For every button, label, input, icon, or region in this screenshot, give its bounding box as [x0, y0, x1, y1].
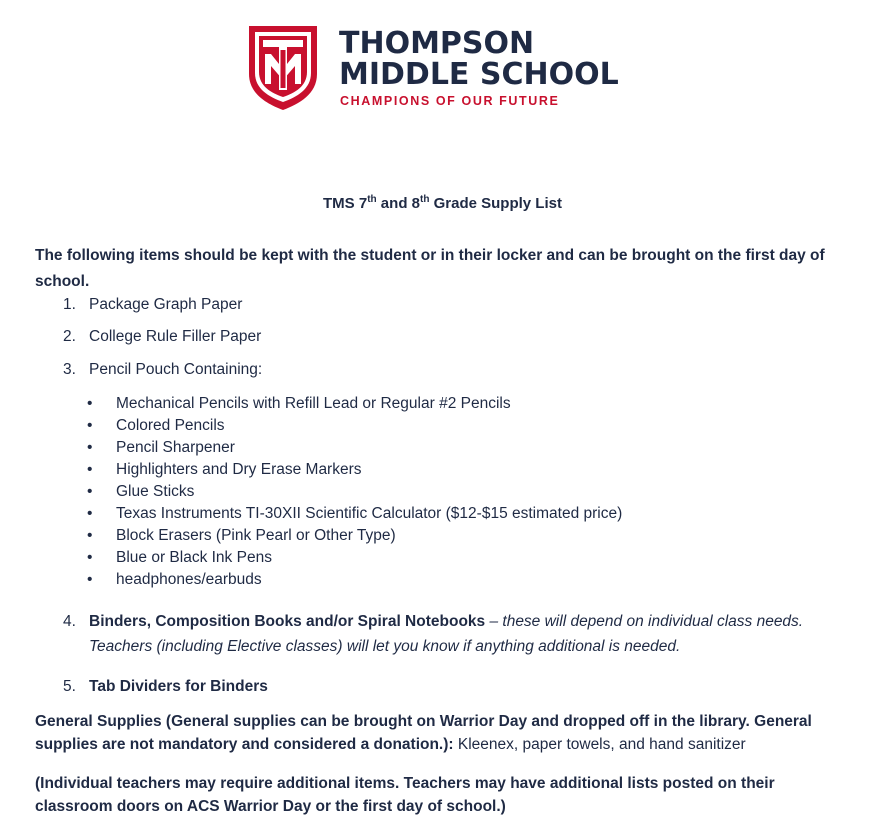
closing-note: (Individual teachers may require additional items. Teachers may have additional lists posted on their classroom doors on ACS Warrior Day or the first day of school.)	[35, 775, 775, 815]
intro-paragraph: The following items should be kept with the student or in their locker and can be brought on the first day of school.	[35, 247, 825, 290]
list-item: 1. Package Graph Paper	[63, 296, 243, 313]
general-supplies-paragraph: General Supplies (General supplies can be brought on Warrior Day and dropped off in the library. General supplies are not mandatory and considered a donation.): Kleenex, paper towels, and hand sanitizer	[35, 713, 812, 753]
bullet-icon: •	[87, 417, 93, 434]
list-item: 4. Binders, Composition Books and/or Spiral Notebooks – these will depend on individual class needs. Teachers (including Elective classes) will let you know if anything additional is needed.	[63, 613, 804, 655]
list-item: • headphones/earbuds	[87, 569, 622, 591]
list-item: • Mechanical Pencils with Refill Lead or Regular #2 Pencils	[87, 393, 622, 415]
bullet-icon: •	[87, 461, 93, 478]
list-item: • Glue Sticks	[87, 481, 622, 503]
list-item: • Texas Instruments TI-30XII Scientific Calculator ($12-$15 estimated price)	[87, 503, 622, 525]
pencil-pouch-list	[87, 393, 622, 591]
bullet-icon: •	[87, 483, 93, 500]
bullet-icon: •	[87, 395, 93, 412]
list-item: • Blue or Black Ink Pens	[87, 547, 622, 569]
school-name-line2: MIDDLE SCHOOL	[339, 57, 619, 92]
bullet-icon: •	[87, 571, 93, 588]
shield-logo-icon	[247, 24, 319, 112]
list-item: • Block Erasers (Pink Pearl or Other Type)	[87, 525, 622, 547]
bullet-icon: •	[87, 505, 93, 522]
bullet-icon: •	[87, 549, 93, 566]
list-item: 3. Pencil Pouch Containing:	[63, 361, 263, 378]
bullet-icon: •	[87, 527, 93, 544]
list-item: 2. College Rule Filler Paper	[63, 328, 262, 345]
list-item: • Colored Pencils	[87, 415, 622, 437]
list-item: • Pencil Sharpener	[87, 437, 622, 459]
page-title: TMS 7th and 8th Grade Supply List	[323, 194, 562, 212]
list-item: • Highlighters and Dry Erase Markers	[87, 459, 622, 481]
school-logo	[247, 24, 647, 114]
list-item: 5. Tab Dividers for Binders	[63, 678, 268, 695]
bullet-icon: •	[87, 439, 93, 456]
school-tagline: CHAMPIONS OF OUR FUTURE	[340, 94, 560, 108]
school-name-line1: THOMPSON	[339, 26, 535, 61]
